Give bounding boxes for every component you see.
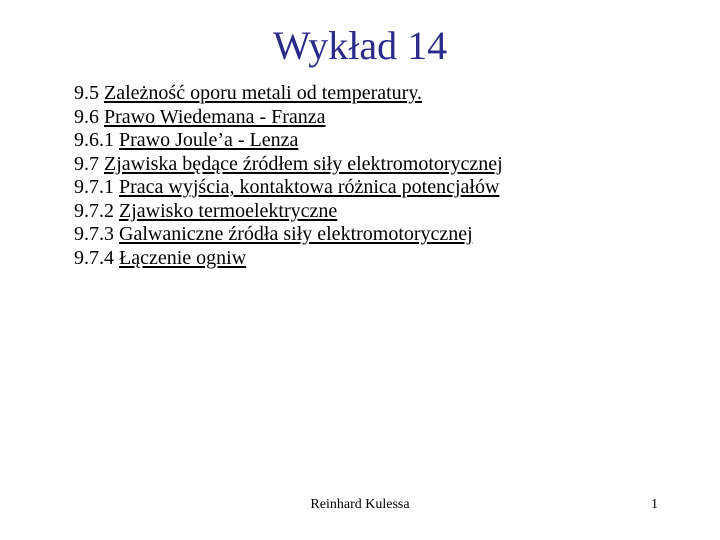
topic-link[interactable]: Prawo Joule’a - Lenza <box>119 129 299 151</box>
topic-number: 9.6.1 <box>74 129 114 151</box>
topic-list <box>74 82 503 270</box>
topic-item-9-6 <box>74 106 503 130</box>
topic-link[interactable]: Prawo Wiedemana - Franza <box>104 105 326 128</box>
topic-item-9-7 <box>74 153 503 177</box>
topic-number: 9.7 <box>74 152 99 175</box>
topic-number: 9.7.3 <box>74 223 114 245</box>
topic-number: 9.7.4 <box>74 246 114 269</box>
footer-author: Reinhard Kulessa <box>310 497 410 512</box>
topic-item-9-7-4 <box>74 247 503 271</box>
topic-link[interactable]: Zjawisko termoelektryczne <box>119 199 338 222</box>
topic-number: 9.6 <box>74 105 99 128</box>
topic-item-9-7-1 <box>74 176 503 200</box>
topic-item-9-6-1 <box>74 129 503 153</box>
topic-number: 9.7.1 <box>74 176 114 198</box>
topic-link[interactable]: Praca wyjścia, kontaktowa różnica potencjałów <box>119 176 500 198</box>
topic-link[interactable]: Zjawiska będące źródłem siły elektromotorycznej <box>104 152 503 175</box>
topic-link[interactable]: Łączenie ogniw <box>119 246 247 269</box>
topic-number: 9.7.2 <box>74 199 114 222</box>
topic-link[interactable]: Zależność oporu metali od temperatury. <box>104 82 423 104</box>
topic-item-9-7-3 <box>74 223 503 247</box>
topic-number: 9.5 <box>74 82 99 104</box>
slide-title: Wykład 14 <box>272 23 448 68</box>
topic-item-9-5 <box>74 82 503 106</box>
page-number: 1 <box>651 497 658 512</box>
topic-item-9-7-2 <box>74 200 503 224</box>
topic-link[interactable]: Galwaniczne źródła siły elektromotorycznej <box>119 223 473 245</box>
